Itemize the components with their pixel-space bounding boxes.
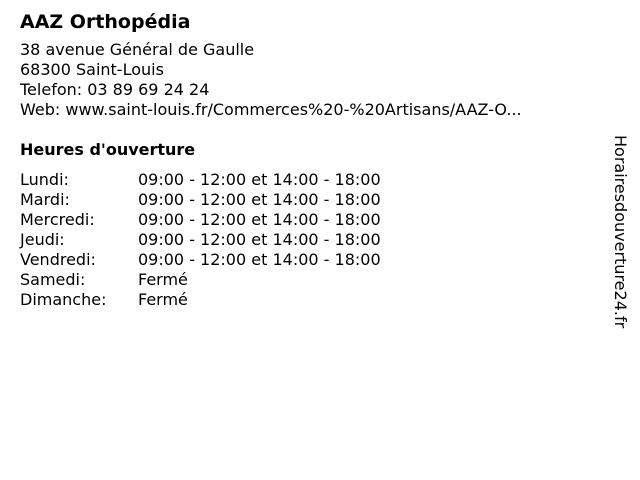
day-hours: 09:00 - 12:00 et 14:00 - 18:00 xyxy=(138,210,381,229)
day-label: Samedi: xyxy=(20,270,86,289)
day-label: Mardi: xyxy=(20,190,70,209)
day-hours: Fermé xyxy=(138,270,188,289)
day-hours: 09:00 - 12:00 et 14:00 - 18:00 xyxy=(138,230,381,249)
opening-hours-table xyxy=(20,170,600,310)
hours-row-thursday xyxy=(20,230,600,250)
site-watermark: Horairesdouverture24.fr xyxy=(611,135,630,329)
website-row xyxy=(20,100,600,120)
day-hours: 09:00 - 12:00 et 14:00 - 18:00 xyxy=(138,190,381,209)
phone-number: Telefon: 03 89 69 24 24 xyxy=(20,80,210,99)
hours-row-tuesday xyxy=(20,190,600,210)
day-label: Jeudi: xyxy=(20,230,65,249)
address-line-2: 68300 Saint-Louis xyxy=(20,60,164,79)
business-card xyxy=(20,10,600,310)
address-line-1: 38 avenue Général de Gaulle xyxy=(20,40,255,59)
day-label: Dimanche: xyxy=(20,290,107,309)
business-name: AAZ Orthopédia xyxy=(20,11,191,33)
day-hours: 09:00 - 12:00 et 14:00 - 18:00 xyxy=(138,250,381,269)
hours-row-monday xyxy=(20,170,600,190)
day-label: Lundi: xyxy=(20,170,69,189)
opening-hours-title: Heures d'ouverture xyxy=(20,140,196,159)
hours-row-saturday xyxy=(20,270,600,290)
hours-row-friday xyxy=(20,250,600,270)
hours-row-wednesday xyxy=(20,210,600,230)
day-hours: Fermé xyxy=(138,290,188,309)
hours-row-sunday xyxy=(20,290,600,310)
website-link[interactable]: Web: www.saint-louis.fr/Commerces%20-%20Artisans/AAZ-O... xyxy=(20,100,522,119)
day-hours: 09:00 - 12:00 et 14:00 - 18:00 xyxy=(138,170,381,189)
day-label: Vendredi: xyxy=(20,250,96,269)
day-label: Mercredi: xyxy=(20,210,95,229)
